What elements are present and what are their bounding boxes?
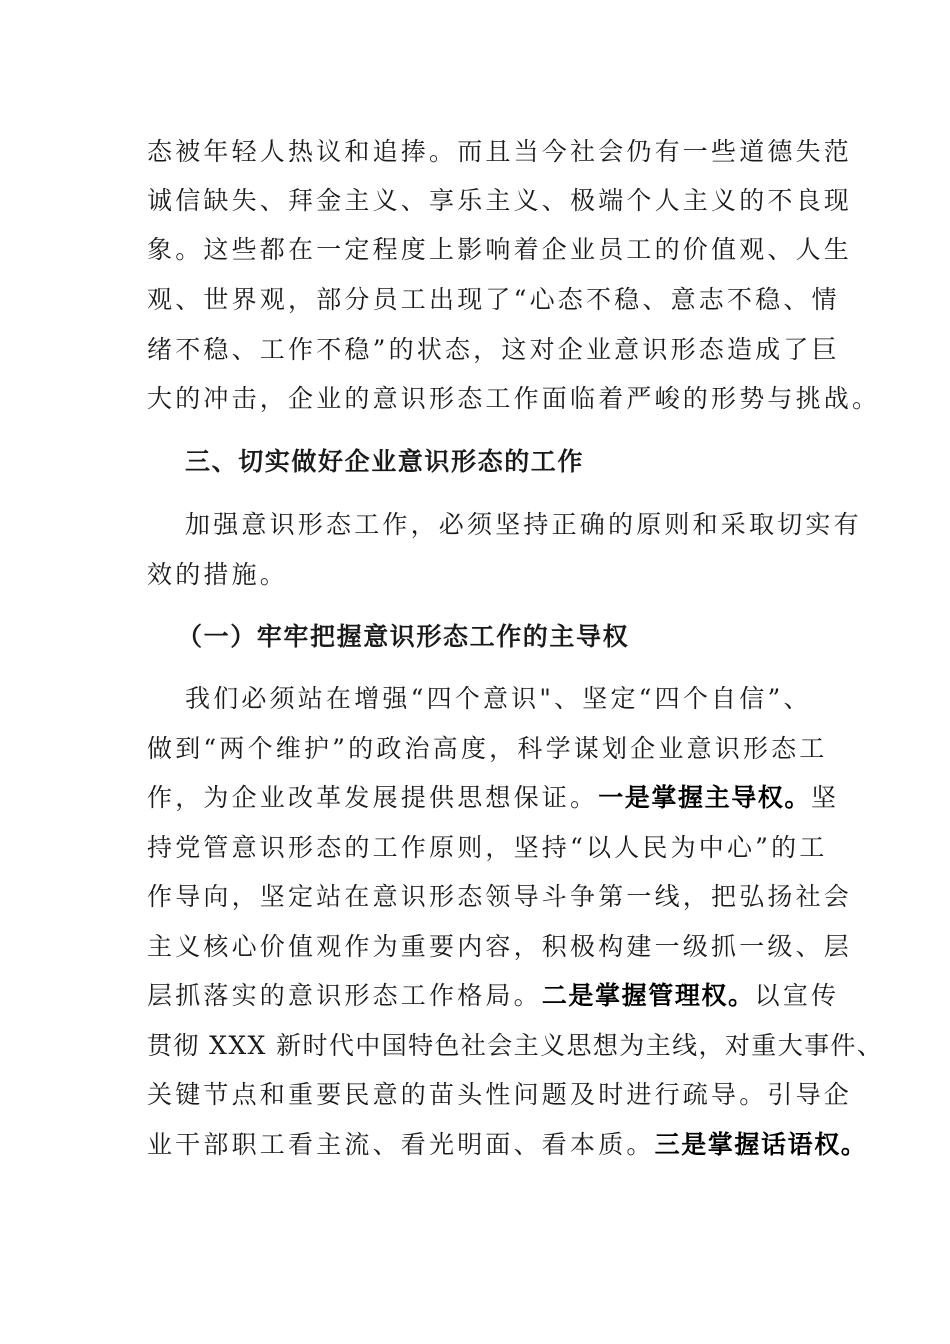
paragraph-line: 主义核心价值观作为重要内容，积极构建一级抓一级、层 xyxy=(147,932,853,961)
text-run: 以宣传 xyxy=(754,981,840,1010)
text-run: 作，为企业改革发展提供思想保证。 xyxy=(147,783,599,812)
paragraph-line: 诚信缺失、拜金主义、享乐主义、极端个人主义的不良现 xyxy=(147,186,853,215)
paragraph-line: 观、世界观，部分员工出现了“心态不稳、意志不稳、情 xyxy=(147,285,840,314)
paragraph-line: 象。这些都在一定程度上影响着企业员工的价值观、人生 xyxy=(147,235,853,264)
emphasis-text: 一是掌握主导权。 xyxy=(598,783,812,812)
paragraph-line xyxy=(147,783,839,813)
section-heading: 三、切实做好企业意识形态的工作 xyxy=(185,447,585,476)
paragraph-line xyxy=(147,981,839,1011)
paragraph-line: 绪不稳、工作不稳”的状态，这对企业意识形态造成了巨 xyxy=(147,335,840,364)
paragraph-line: 加强意识形态工作，必须坚持正确的原则和采取切实有 xyxy=(185,510,862,539)
paragraph-line: 做到“两个维护”的政治高度，科学谋划企业意识形态工 xyxy=(147,734,828,763)
text-run: 坚 xyxy=(811,783,840,812)
emphasis-text: 三是掌握话语权。 xyxy=(654,1130,868,1159)
paragraph-line: 效的措施。 xyxy=(147,560,289,589)
paragraph-line: 持党管意识形态的工作原则，坚持“以人民为中心”的工 xyxy=(147,833,828,862)
paragraph-line: 作导向，坚定站在意识形态领导斗争第一线，把弘扬社会 xyxy=(147,882,853,911)
paragraph-line: 关键节点和重要民意的苗头性问题及时进行疏导。引导企 xyxy=(147,1080,853,1109)
text-run: 层抓落实的意识形态工作格局。 xyxy=(147,981,542,1010)
subsection-heading: （一）牢牢把握意识形态工作的主导权 xyxy=(177,622,630,651)
paragraph-line: 态被年轻人热议和追捧。而且当今社会仍有一些道德失范 xyxy=(147,137,853,166)
text-run: 业干部职工看主流、看光明面、看本质。 xyxy=(147,1130,655,1159)
paragraph-line xyxy=(147,1130,867,1160)
paragraph-line: 大的冲击，企业的意识形态工作面临着严峻的形势与挑战。 xyxy=(147,384,881,413)
paragraph-line: 贯彻 XXX 新时代中国特色社会主义思想为主线，对重大事件、 xyxy=(147,1031,884,1060)
paragraph-line: 我们必须站在增强“四个意识"、坚定“四个自信”、 xyxy=(185,684,812,713)
emphasis-text: 二是掌握管理权。 xyxy=(541,981,755,1010)
